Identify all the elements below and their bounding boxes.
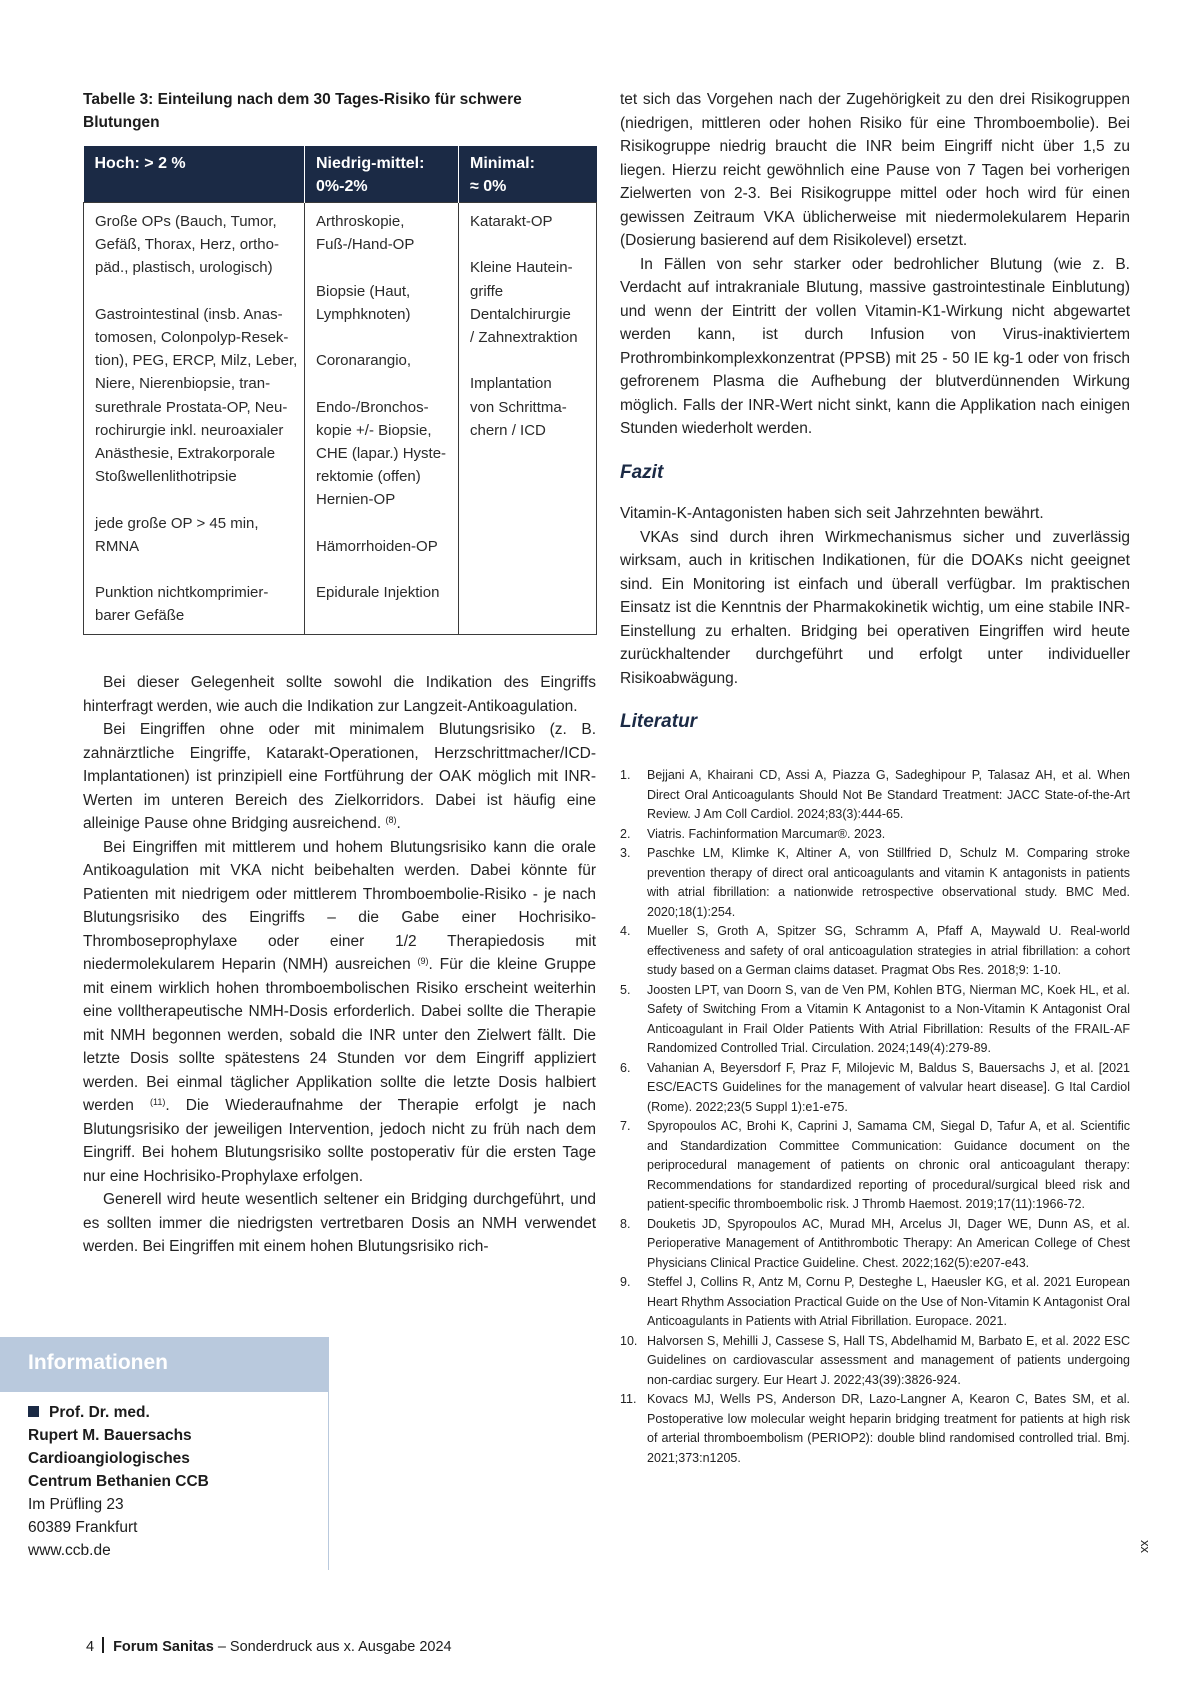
- cell-line: Gefäß, Thorax, Herz, ortho-: [95, 236, 279, 254]
- cell-line: Coronarangio,: [316, 352, 412, 370]
- header-mid-line2: 0%-2%: [316, 178, 368, 195]
- left-body-text: [83, 671, 596, 1259]
- reference-text: Bejjani A, Khairani CD, Assi A, Piazza G, Sadeghipour P, Talasaz AH, et al. When Direct Oral Anticoagulants Should Not Be Standard Treatment: JACC State-of-the-Art Review. J Am Coll Cardiol. 2024;83(3):444-65.: [647, 768, 1130, 821]
- cell-line: Biopsie (Haut,: [316, 282, 411, 300]
- cell-line: kopie +/- Biopsie,: [316, 421, 432, 439]
- cell-spacer: [95, 488, 298, 511]
- reference-item: [620, 1215, 1130, 1274]
- left-p4-text: Generell wird heute wesentlich seltener ein Bridging durchgeführt, und es sollten immer die niedrigsten vertretbaren Dosis an NMH verwendet werden. Bei Eingriffen mit einem hohen Blutungsrisiko rich-: [83, 1191, 596, 1255]
- reference-text: Douketis JD, Spyropoulos AC, Murad MH, Arcelus JI, Dager WE, Dunn AS, et al. Perioperative Management of Antithrombotic Therapy: An American College of Chest Physicians Clinical Practice Guideline. Chest. 2022;162(5):e207-e43.: [647, 1216, 1130, 1270]
- reference-number: 10.: [620, 1333, 638, 1348]
- cell-min: [459, 203, 597, 635]
- cell-line: tion), PEG, ERCP, Milz, Leber,: [95, 352, 298, 370]
- left-p3c-text: . Die Wiederaufnahme der Therapie erfolgt je nach Blutungsrisiko der jeweiligen Intervention, jedoch nicht zu früh nach dem Eingriff. Bei hohem Blutungsrisiko sollte postoperativ für die ersten Tage nur eine Hochrisiko-Prophylaxe erfolgen.: [83, 1097, 597, 1185]
- edition-text: – Sonderdruck aus x. Ausgabe 2024: [217, 1639, 452, 1655]
- author-title: Prof. Dr. med.: [49, 1404, 150, 1421]
- cell-line: rochirurgie inkl. neuroaxialer: [95, 421, 284, 439]
- author-name: [28, 1401, 323, 1424]
- header-min: [459, 146, 597, 203]
- bullet-square-icon: [28, 1406, 39, 1417]
- fazit-heading: Fazit: [620, 461, 664, 483]
- cell-line: Arthroskopie,: [316, 213, 405, 230]
- left-paragraph: [83, 836, 596, 1189]
- cell-spacer: [470, 349, 590, 372]
- cell-line: surethrale Prostata-OP, Neu-: [95, 398, 288, 416]
- page-number: 4: [86, 1639, 95, 1655]
- reference-item: [620, 981, 1130, 1059]
- cell-spacer: [316, 326, 452, 349]
- cell-line: jede große OP > 45 min,: [95, 514, 259, 532]
- cell-line: barer Gefäße: [95, 607, 185, 625]
- page-footer: [86, 1637, 452, 1655]
- reference-number: 7.: [620, 1119, 631, 1133]
- reference-text: Steffel J, Collins R, Antz M, Cornu P, Desteghe L, Haeusler KG, et al. 2021 European Heart Rhythm Association Practical Guide on the Use of Non-Vitamin K Antagonist Oral Anticoagulants in Patients with Atrial Fibrillation. Europace. 2021.: [647, 1275, 1130, 1328]
- reference-text: Spyropoulos AC, Brohi K, Caprini J, Samama CM, Siegal D, Tafur A, et al. Scientific and Standardization Committee Communication: Guidance document on the periprocedural management of patients on chronic oral anticoagulant therapy: Recommendations for standardized reporting of procedural/surgical bleed risk and patient-specific thromboembolic risk. J Thromb Haemost. 2019;17(11):1966-72.: [647, 1119, 1130, 1211]
- left-paragraph: [83, 1188, 596, 1259]
- left-p2-end: .: [396, 815, 401, 832]
- right-p2-text: In Fällen von sehr starker oder bedrohlicher Blutung (wie z. B. Verdacht auf intrakraniale Blutung, massive gastrointestinale Einblutung) und wenn der Eintritt der vollen Vitamin-K1-Wirkung nicht abgewartet werden kann, ist durch Infusion von Virus-inaktiviertem Prothrombinkomplexkonzentrat (PPSB) mit 25 - 50 IE kg-1 oder von frisch gefrorenem Plasma die Aufhebung der blutverdünnenden Wirkung möglich. Falls der INR-Wert nicht sinkt, kann die Applikation nach einigen Stunden wiederholt werden.: [620, 255, 1130, 437]
- citation-ref: (9): [417, 956, 429, 966]
- reference-item: [620, 1390, 1130, 1468]
- cell-line: Implantation: [470, 375, 552, 393]
- reference-text: Vahanian A, Beyersdorf F, Praz F, Milojevic M, Baldus S, Bauersachs J, et al. [2021 ESC/EACTS Guidelines for the management of valvular heart disease]. G Ital Cardiol (Rome). 2022;23(5 Suppl 1):e1-e75.: [647, 1060, 1130, 1114]
- cell-line: Hämorrhoiden-OP: [316, 537, 438, 555]
- literatur-heading: Literatur: [620, 711, 698, 732]
- header-high: [84, 146, 305, 203]
- reference-number: 8.: [620, 1216, 631, 1231]
- fazit-p1-text: Vitamin-K-Antagonisten haben sich seit Jahrzehnten bewährt.: [620, 505, 1044, 522]
- fazit-paragraph: [620, 502, 1130, 526]
- cell-line: Gastrointestinal (insb. Anas-: [95, 305, 283, 323]
- cell-line: griffe: [470, 282, 504, 300]
- side-mark: xx: [1138, 1540, 1153, 1553]
- reference-item: [620, 1059, 1130, 1118]
- reference-number: 6.: [620, 1060, 631, 1075]
- cell-line: CHE (lapar.) Hyste-: [316, 444, 447, 462]
- info-box-rule: [328, 1392, 329, 1570]
- right-paragraph: [620, 253, 1130, 441]
- table-row: [84, 203, 597, 635]
- cell-line: Lymphknoten): [316, 305, 411, 323]
- reference-text: Halvorsen S, Mehilli J, Cassese S, Hall TS, Abdelhamid M, Barbato E, et al. 2022 ESC Guidelines on cardiovascular assessment and management of patients undergoing non-cardiac surgery. Eur Heart J. 2022;43(39):3826-924.: [647, 1333, 1130, 1387]
- right-p1-text: tet sich das Vorgehen nach der Zugehörigkeit zu den drei Risikogruppen (niedrigen, mittleren oder hohen Risiko für eine Thromboembolie). Bei Risikogruppe niedrig braucht die INR beim Eingriff nicht über 1,5 zu liegen. Hierzu reicht gewöhnlich eine Pause von 7 Tagen bei vorherigen Zielwerten von 2-3. Bei Risikogruppe mittel oder hoch wird für einen gewissen Zeitraum VKA üblicherweise mit niedermolekularem Heparin (Dosierung basierend auf dem Risikolevel) ersetzt.: [620, 91, 1130, 249]
- reference-number: 1.: [620, 768, 631, 782]
- right-body-text: [620, 88, 1130, 734]
- reference-number: 4.: [620, 924, 631, 938]
- cell-high: [84, 203, 305, 635]
- cell-line: / Zahnextraktion: [470, 329, 578, 346]
- cell-spacer: [470, 233, 590, 256]
- header-mid-line1: Niedrig-mittel:: [316, 155, 425, 172]
- reference-text: Viatris. Fachinformation Marcumar®. 2023.: [647, 826, 886, 841]
- citation-ref: (11): [150, 1097, 166, 1107]
- left-p2-text: Bei Eingriffen ohne oder mit minimalem Blutungsrisiko (z. B. zahnärztliche Eingriffe, Katarakt-Operationen, Herzschrittmacher/ICD-Implantationen) ist prinzipiell eine Fortführung der OAK möglich mit INR-Werten im unteren Bereich des Zielkorridors. Dabei ist häufig eine alleinige Pause ohne Bridging ausreichend.: [83, 721, 596, 832]
- cell-line: rektomie (offen): [316, 468, 421, 486]
- left-p3b-text: . Für die kleine Gruppe mit einem wirklich hohen thromboembolischen Risiko erscheint weiterhin eine volltherapeutische NMH-Dosis erforderlich. Dabei sollte die Therapie mit NMH begonnen werden, sobald die INR unter den Zielwert fällt. Die letzte Dosis sollte spätestens 24 Stunden vor dem Eingriff appliziert werden. Bei einmal täglicher Applikation sollte die letzte Dosis halbiert werden: [83, 956, 596, 1114]
- reference-item: [620, 922, 1130, 981]
- cell-line: päd., plastisch, urologisch): [95, 259, 273, 277]
- cell-spacer: [316, 256, 452, 279]
- author-fullname: Rupert M. Bauersachs: [28, 1427, 192, 1444]
- journal-name: Forum Sanitas: [113, 1639, 214, 1655]
- reference-item: [620, 825, 1130, 845]
- left-p3a-text: Bei Eingriffen mit mittlerem und hohem Blutungsrisiko kann die orale Antikoagulation mit VKA nicht beibehalten werden. Dabei könnte für Patienten mit niedrigem oder mittlerem Thromboembolie-Risiko - je nach Blutungsrisiko des Eingriffs – die Gabe einer Hochrisiko-Thromboseprophylaxe oder einer 1/2 Therapiedosis mit niedermolekularem Heparin (NMH) ausreichen: [83, 838, 596, 973]
- address-city: 60389 Frankfurt: [28, 1519, 138, 1536]
- left-paragraph: [83, 718, 596, 836]
- header-mid: [305, 146, 459, 203]
- cell-line: Kleine Hautein-: [470, 259, 573, 277]
- cell-mid: [305, 203, 459, 635]
- reference-number: 5.: [620, 982, 631, 997]
- website-link[interactable]: www.ccb.de: [28, 1542, 111, 1559]
- cell-line: Anästhesie, Extrakorporale: [95, 445, 276, 463]
- reference-text: Joosten LPT, van Doorn S, van de Ven PM, Kohlen BTG, Nierman MC, Koek HL, et al. Safety of Switching From a Vitamin K Antagonist to a Non-Vitamin K Antagonist Oral Anticoagulant in Frail Older Patients With Atrial Fibrillation: Results of the FRAIL-AF Randomized Controlled Trial. Circulation. 2024;149(4):279-89.: [647, 982, 1130, 1055]
- reference-number: 3.: [620, 846, 631, 860]
- citation-ref: (8): [385, 815, 397, 825]
- cell-line: Große OPs (Bauch, Tumor,: [95, 213, 277, 230]
- cell-line: Hernien-OP: [316, 491, 396, 509]
- org-line1: Cardioangiologisches: [28, 1450, 190, 1467]
- cell-line: Endo-/Bronchos-: [316, 398, 429, 416]
- right-paragraph: [620, 88, 1130, 253]
- cell-spacer: [316, 558, 452, 581]
- cell-line: Epidurale Injektion: [316, 584, 440, 602]
- cell-spacer: [316, 512, 452, 535]
- address-street: Im Prüfling 23: [28, 1496, 124, 1513]
- reference-item: [620, 1117, 1130, 1215]
- cell-spacer: [95, 558, 298, 581]
- header-min-line2: ≈ 0%: [470, 178, 507, 195]
- reference-number: 2.: [620, 826, 631, 841]
- cell-spacer: [95, 280, 298, 303]
- reference-list: [620, 766, 1130, 1468]
- cell-line: tomosen, Colonpolyp-Resek-: [95, 329, 289, 346]
- reference-item: [620, 766, 1130, 825]
- footer-separator: [102, 1637, 104, 1653]
- left-paragraph: [83, 671, 596, 718]
- table-header-row: [84, 146, 597, 203]
- cell-line: Fuß-/Hand-OP: [316, 236, 415, 254]
- info-box-body: [28, 1401, 323, 1562]
- header-high-line1: Hoch: > 2 %: [94, 155, 186, 172]
- cell-line: chern / ICD: [470, 421, 546, 439]
- cell-line: von Schrittma-: [470, 398, 567, 416]
- header-min-line1: Minimal:: [470, 155, 535, 172]
- info-box-header: [0, 1337, 329, 1392]
- cell-line: Katarakt-OP: [470, 213, 553, 230]
- cell-line: Niere, Nierenbiopsie, tran-: [95, 375, 271, 393]
- cell-line: Stoßwellenlithotripsie: [95, 468, 237, 486]
- reference-number: 9.: [620, 1275, 631, 1289]
- reference-item: [620, 1332, 1130, 1391]
- cell-line: RMNA: [95, 537, 140, 555]
- reference-number: 11.: [620, 1392, 637, 1406]
- reference-text: Mueller S, Groth A, Spitzer SG, Schramm A, Pfaff A, Maywald U. Real-world effectiveness and safety of oral anticoagulation strategies in atrial fibrillation: a cohort study based on a German claims dataset. Pragmat Obs Res. 2018;9: 1-10.: [647, 924, 1130, 977]
- fazit-p2-text: VKAs sind durch ihren Wirkmechanismus sicher und zuverlässig wirksam, auch in kritischen Indikationen, für die DOAKs nicht geeignet sind. Ein Monitoring ist einfach und überall verfügbar. Im praktischen Einsatz ist die Kenntnis der Pharmakokinetik wichtig, um eine stabile INR-Einstellung zu erhalten. Bridging bei operativen Eingriffen wird heute zurückhaltender durchgeführt und erfolgt unter individueller Risikoabwägung.: [620, 528, 1130, 687]
- org-line2: Centrum Bethanien CCB: [28, 1473, 209, 1490]
- info-heading: Informationen: [28, 1351, 168, 1374]
- cell-line: Dentalchirurgie: [470, 305, 571, 323]
- reference-item: [620, 844, 1130, 922]
- reference-text: Kovacs MJ, Wells PS, Anderson DR, Lazo-Langner A, Kearon C, Bates SM, et al. Postoperative low molecular weight heparin bridging treatment for patients at high risk of arterial thromboembolism (PERIOP2): double blind randomised controlled trial. Bmj. 2021;373:n1205.: [647, 1392, 1130, 1465]
- cell-line: Punktion nichtkomprimier-: [95, 584, 269, 602]
- reference-text: Paschke LM, Klimke K, Altiner A, von Stillfried D, Schulz M. Comparing stroke prevention therapy of direct oral anticoagulants and vitamin K antagonists in patients with atrial fibrillation: a nationwide retrospective observational study. BMC Med. 2020;18(1):254.: [647, 846, 1130, 919]
- reference-item: [620, 1273, 1130, 1332]
- table-caption: Tabelle 3: Einteilung nach dem 30 Tages-Risiko für schwere Blutungen: [83, 91, 522, 131]
- cell-spacer: [316, 372, 452, 395]
- bleeding-risk-table: [83, 146, 597, 635]
- left-p1-text: Bei dieser Gelegenheit sollte sowohl die Indikation des Eingriffs hinterfragt werden, wie auch die Indikation zur Langzeit-Antikoagulation.: [83, 674, 596, 715]
- fazit-paragraph: [620, 526, 1130, 691]
